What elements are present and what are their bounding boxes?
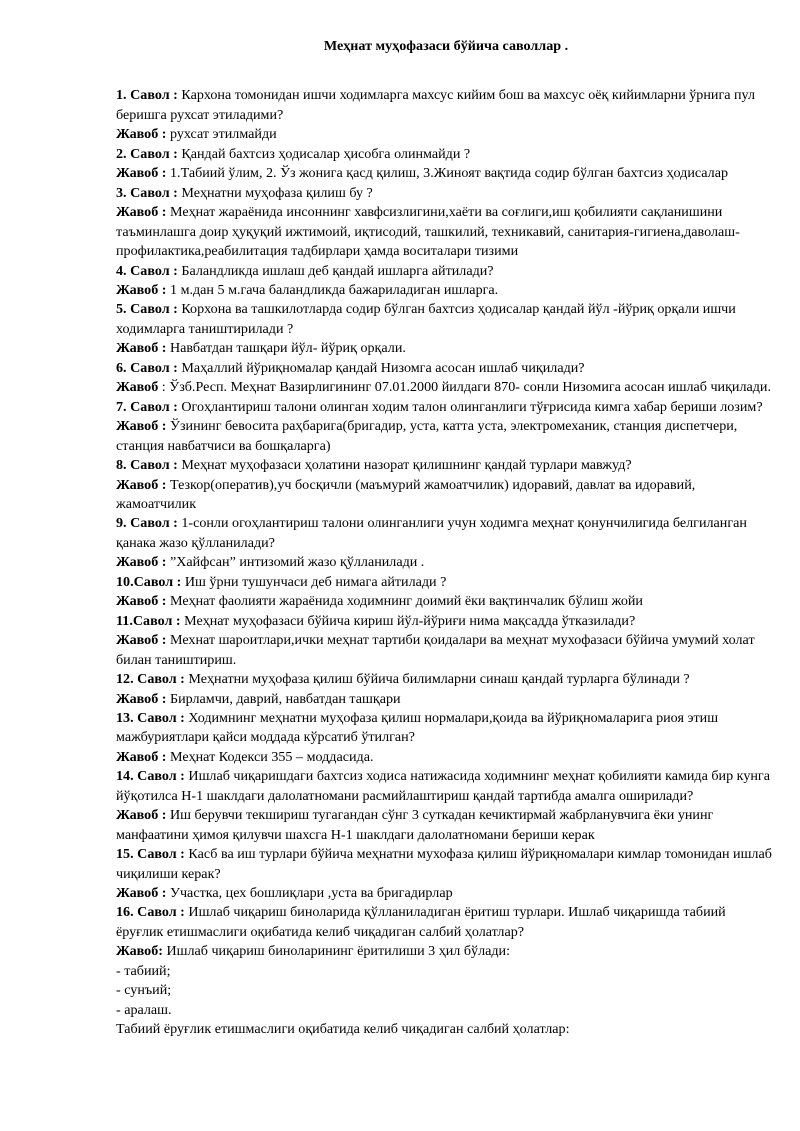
question-paragraph bbox=[116, 359, 776, 378]
answer-label: Жавоб : bbox=[116, 885, 167, 902]
question-text: Касб ва иш турлари бўйича меҳнатни мухофаза қилиш йўриқномалари кимлар томонидан ишлаб чиқилиши керак? bbox=[116, 846, 772, 882]
text-paragraph bbox=[116, 1001, 776, 1020]
document-page bbox=[116, 37, 776, 1040]
question-text: Ходимнинг меҳнатни муҳофаза қилиш нормалари,қоида ва йўриқномаларига риоя этиш мажбуриятлари қайси моддада кўрсатиб ўтилган? bbox=[116, 709, 719, 746]
answer-paragraph bbox=[116, 476, 776, 515]
answer-label: Жавоб: bbox=[116, 943, 163, 960]
answer-label: Жавоб : bbox=[116, 204, 167, 221]
answer-label: Жавоб : bbox=[116, 340, 167, 357]
answer-label: Жавоб : bbox=[116, 554, 167, 571]
question-paragraph bbox=[116, 573, 776, 592]
text-paragraph bbox=[116, 981, 776, 1000]
question-label: 5. Савол : bbox=[116, 301, 178, 318]
body-text: - аралаш. bbox=[116, 1001, 172, 1018]
answer-paragraph bbox=[116, 378, 776, 397]
answer-paragraph bbox=[116, 631, 776, 670]
answer-paragraph bbox=[116, 203, 776, 261]
question-text: Меҳнатни муҳофаза қилиш бўйича билимларни синаш қандай турларга бўлинади ? bbox=[184, 671, 690, 688]
answer-paragraph bbox=[116, 125, 776, 144]
question-text: Иш ўрни тушунчаси деб нимага айтилади ? bbox=[181, 573, 447, 590]
question-label: 3. Савол : bbox=[116, 184, 178, 201]
question-paragraph bbox=[116, 670, 776, 689]
question-text: Маҳаллий йўриқномалар қандай Низомга асосан ишлаб чиқилади? bbox=[177, 359, 585, 376]
answer-text: рухсат этилмайди bbox=[166, 126, 277, 143]
question-text: Ишлаб чиқариш биноларида қўлланиладиган ёритиш турлари. Ишлаб чиқаришда табиий ёруғлик етишмаслиги оқибатида келиб чиқадиган салбий ҳолатлар? bbox=[116, 904, 726, 940]
answer-paragraph bbox=[116, 281, 776, 300]
question-label: 14. Савол : bbox=[116, 768, 185, 785]
question-paragraph bbox=[116, 262, 776, 281]
answer-text: : Ўзб.Респ. Меҳнат Вазирлигининг 07.01.2000 йилдаги 870- сонли Низомига асосан ишлаб чиқилади. bbox=[158, 379, 771, 396]
answer-text: ”Хайфсан” интизомий жазо қўлланилади . bbox=[166, 554, 425, 571]
answer-text: 1.Табиий ўлим, 2. Ўз жонига қасд қилиш, 3.Жиноят вақтида содир бўлган бахтсиз ҳодисалар bbox=[166, 165, 729, 182]
question-text: Ишлаб чиқаришдаги бахтсиз ходиса натижасида ходимнинг меҳнат қобилияти камида бир кунга йўқотилса Н-1 шаклдаги далолатномани расмийлаштириш қандай тартибда амалга оширилади? bbox=[116, 768, 770, 804]
question-label: 15. Савол : bbox=[116, 846, 185, 863]
question-text: Баландликда ишлаш деб қандай ишларга айтилади? bbox=[177, 262, 494, 279]
answer-paragraph bbox=[116, 942, 776, 961]
answer-paragraph bbox=[116, 553, 776, 572]
question-label: 7. Савол : bbox=[116, 398, 178, 415]
answer-paragraph bbox=[116, 417, 776, 456]
question-label: 13. Савол : bbox=[116, 709, 185, 726]
question-text: Корхона ва ташкилотларда содир бўлган бахтсиз ҳодисалар қандай йўл -йўриқ орқали ишчи ходимларга таништирилади ? bbox=[116, 301, 736, 337]
answer-paragraph bbox=[116, 690, 776, 709]
question-text: 1-сонли огоҳлантириш талони олинганлиги учун ходимга меҳнат қонунчилигида белгиланган қанака жазо қўлланилади? bbox=[116, 515, 747, 551]
question-paragraph bbox=[116, 145, 776, 164]
question-paragraph bbox=[116, 767, 776, 806]
answer-text: Ўзининг бевосита раҳбарига(бригадир, уста, катта уста, электромеханик, станция диспетчери, станция навбатчиси ва бошқаларга) bbox=[116, 418, 738, 454]
answer-label: Жавоб : bbox=[116, 632, 167, 649]
question-paragraph bbox=[116, 456, 776, 475]
body-text: Табиий ёруғлик етишмаслиги оқибатида келиб чиқадиган салбий ҳолатлар: bbox=[116, 1021, 570, 1038]
document-body bbox=[116, 86, 776, 1039]
question-paragraph bbox=[116, 903, 776, 942]
body-text: - табиий; bbox=[116, 962, 171, 979]
answer-text: Иш берувчи текшириш тугагандан сўнг 3 суткадан кечиктирмай жабрланувчига ёки унинг манфаатини ҳимоя қилувчи шахсга Н-1 шаклдаги далолатномани бериши керак bbox=[116, 807, 714, 843]
answer-label: Жавоб : bbox=[116, 476, 167, 493]
answer-label: Жавоб bbox=[116, 379, 159, 396]
answer-text: Меҳнат жараёнида инсоннинг хавфсизлигини,хаёти ва соғлиги,иш қобилияти сақланишини таъминлашга доир ҳуқуқий ижтимоий, иқтисодий, ташкилий, техникавий, санитария-гигиена,даволаш-профилактика,реабилитация тадбирлари ҳамда воситалари тизими bbox=[116, 204, 740, 260]
answer-paragraph bbox=[116, 164, 776, 183]
page-title: Меҳнат муҳофазаси бўйича саволлар . bbox=[323, 38, 569, 54]
question-paragraph bbox=[116, 184, 776, 203]
answer-paragraph bbox=[116, 339, 776, 358]
question-text: Меҳнат муҳофазаси ҳолатини назорат қилишнинг қандай турлари мавжуд? bbox=[177, 457, 632, 474]
question-paragraph bbox=[116, 514, 776, 553]
text-paragraph bbox=[116, 962, 776, 981]
answer-label: Жавоб : bbox=[116, 690, 167, 707]
question-paragraph bbox=[116, 709, 776, 748]
answer-label: Жавоб : bbox=[116, 748, 167, 765]
question-label: 12. Савол : bbox=[116, 671, 185, 688]
question-paragraph bbox=[116, 300, 776, 339]
answer-text: Тезкор(оператив),уч босқичли (маъмурий жамоатчилик) идоравий, давлат ва идоравий, жамоатчилик bbox=[116, 476, 696, 512]
question-paragraph bbox=[116, 612, 776, 631]
answer-text: Участка, цех бошлиқлари ,уста ва бригадирлар bbox=[166, 885, 453, 902]
text-paragraph bbox=[116, 1020, 776, 1039]
question-label: 9. Савол : bbox=[116, 515, 178, 532]
question-text: Меҳнат муҳофазаси бўйича кириш йўл-йўриғи нима мақсадда ўтказилади? bbox=[180, 612, 636, 629]
answer-paragraph bbox=[116, 806, 776, 845]
answer-label: Жавоб : bbox=[116, 165, 167, 182]
body-text: - сунъий; bbox=[116, 982, 172, 999]
answer-text: Меҳнат Кодекси 355 – моддасида. bbox=[166, 748, 374, 765]
answer-text: 1 м.дан 5 м.гача баландликда бажариладиган ишларга. bbox=[166, 281, 499, 298]
question-label: 16. Савол : bbox=[116, 904, 185, 921]
answer-label: Жавоб : bbox=[116, 593, 167, 610]
question-text: Меҳнатни муҳофаза қилиш бу ? bbox=[177, 184, 373, 201]
answer-label: Жавоб : bbox=[116, 281, 167, 298]
question-paragraph bbox=[116, 398, 776, 417]
answer-text: Меҳнат фаолияти жараёнида ходимнинг доимий ёки вақтинчалик бўлиш жойи bbox=[166, 593, 643, 610]
question-label: 11.Савол : bbox=[116, 612, 181, 629]
answer-paragraph bbox=[116, 748, 776, 767]
question-paragraph bbox=[116, 86, 776, 125]
answer-text: Навбатдан ташқари йўл- йўриқ орқали. bbox=[166, 340, 406, 357]
question-text: Кархона томонидан ишчи ходимларга махсус кийим бош ва махсус оёқ кийимларни ўрнига пул беришга рухсат этиладими? bbox=[116, 87, 756, 123]
question-label: 10.Савол : bbox=[116, 573, 182, 590]
question-paragraph bbox=[116, 845, 776, 884]
question-label: 1. Савол : bbox=[116, 87, 178, 104]
question-text: Огоҳлантириш талони олинган ходим талон олинганлиги тўғрисида кимга хабар бериши лозим? bbox=[177, 398, 763, 415]
answer-text: Ишлаб чиқариш биноларининг ёритилиши 3 ҳил бўлади: bbox=[162, 943, 510, 960]
answer-text: Бирламчи, даврий, навбатдан ташқари bbox=[166, 690, 401, 707]
answer-label: Жавоб : bbox=[116, 418, 167, 435]
question-text: Қандай бахтсиз ҳодисалар ҳисобга олинмайди ? bbox=[177, 145, 471, 162]
answer-label: Жавоб : bbox=[116, 126, 167, 143]
answer-paragraph bbox=[116, 592, 776, 611]
answer-label: Жавоб : bbox=[116, 807, 167, 824]
question-label: 8. Савол : bbox=[116, 457, 178, 474]
question-label: 2. Савол : bbox=[116, 145, 178, 162]
answer-paragraph bbox=[116, 884, 776, 903]
answer-text: Мехнат шароитлари,ички меҳнат тартиби қоидалари ва меҳнат мухофазаси бўйича умумий холат билан таништириш. bbox=[116, 632, 755, 668]
question-label: 4. Савол : bbox=[116, 262, 178, 279]
question-label: 6. Савол : bbox=[116, 359, 178, 376]
